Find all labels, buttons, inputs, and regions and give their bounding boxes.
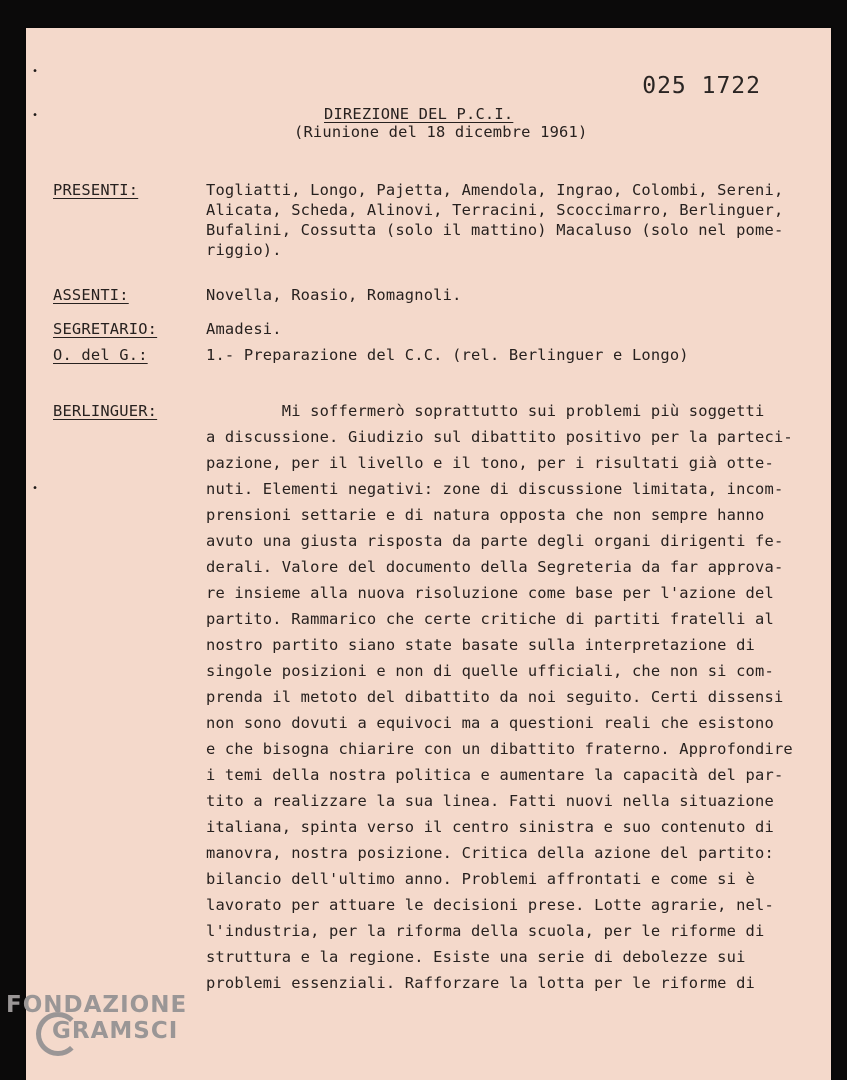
speech-line: manovra, nostra posizione. Critica della azione del partito: bbox=[206, 844, 774, 862]
watermark-line: FONDAZIONE bbox=[6, 992, 188, 1018]
document-title: DIREZIONE DEL P.C.I. bbox=[324, 105, 514, 123]
document-page bbox=[26, 28, 831, 1080]
speech-line: a discussione. Giudizio sul dibattito positivo per la parteci- bbox=[206, 428, 793, 446]
speech-line: lavorato per attuare le decisioni prese. Lotte agrarie, nel- bbox=[206, 896, 774, 914]
speech-line: singole posizioni e non di quelle ufficiali, che non si com- bbox=[206, 662, 774, 680]
segretario-value: Amadesi. bbox=[206, 320, 282, 338]
speaker-label: BERLINGUER: bbox=[53, 402, 158, 420]
speech-line: bilancio dell'ultimo anno. Problemi affrontati e come si è bbox=[206, 870, 756, 888]
speech-line: italiana, spinta verso il centro sinistra e suo contenuto di bbox=[206, 818, 774, 836]
presenti-label: PRESENTI: bbox=[53, 181, 139, 199]
segretario-label: SEGRETARIO: bbox=[53, 320, 158, 338]
assenti-value: Novella, Roasio, Romagnoli. bbox=[206, 286, 462, 304]
speech-line: re insieme alla nuova risoluzione come base per l'azione del bbox=[206, 584, 774, 602]
fondazione-gramsci-watermark bbox=[6, 992, 216, 1072]
speech-line: e che bisogna chiarire con un dibattito fraterno. Approfondire bbox=[206, 740, 793, 758]
speech-line: prenda il metoto del dibattito da noi seguito. Certi dissensi bbox=[206, 688, 784, 706]
presenti-line: Bufalini, Cossutta (solo il mattino) Macaluso (solo nel pome- bbox=[206, 221, 784, 239]
ordine-del-giorno-label: O. del G.: bbox=[53, 346, 148, 364]
assenti-label: ASSENTI: bbox=[53, 286, 129, 304]
presenti-line: Alicata, Scheda, Alinovi, Terracini, Scoccimarro, Berlinguer, bbox=[206, 201, 784, 219]
document-subtitle: (Riunione del 18 dicembre 1961) bbox=[294, 123, 588, 141]
speech-line: avuto una giusta risposta da parte degli organi dirigenti fe- bbox=[206, 532, 784, 550]
presenti-line: riggio). bbox=[206, 241, 282, 259]
speech-line: prensioni settarie e di natura opposta che non sempre hanno bbox=[206, 506, 765, 524]
archive-number: 025 1722 bbox=[642, 73, 761, 99]
ordine-del-giorno-value: 1.- Preparazione del C.C. (rel. Berlinguer e Longo) bbox=[206, 346, 689, 364]
punch-mark: • bbox=[32, 110, 39, 121]
watermark-line: GRAMSCI bbox=[52, 1018, 179, 1044]
punch-mark: • bbox=[32, 66, 39, 77]
speech-line: i temi della nostra politica e aumentare la capacità del par- bbox=[206, 766, 784, 784]
speech-line: partito. Rammarico che certe critiche di partiti fratelli al bbox=[206, 610, 774, 628]
speech-line: tito a realizzare la sua linea. Fatti nuovi nella situazione bbox=[206, 792, 774, 810]
speech-line: problemi essenziali. Rafforzare la lotta per le riforme di bbox=[206, 974, 756, 992]
speech-line: nostro partito siano state basate sulla interpretazione di bbox=[206, 636, 756, 654]
punch-mark: • bbox=[32, 483, 39, 494]
speech-line: struttura e la regione. Esiste una serie di debolezze sui bbox=[206, 948, 746, 966]
speech-line: nuti. Elementi negativi: zone di discussione limitata, incom- bbox=[206, 480, 784, 498]
speech-line: non sono dovuti a equivoci ma a questioni reali che esistono bbox=[206, 714, 774, 732]
speech-line: Mi soffermerò soprattutto sui problemi più soggetti bbox=[206, 402, 765, 420]
presenti-line: Togliatti, Longo, Pajetta, Amendola, Ingrao, Colombi, Sereni, bbox=[206, 181, 784, 199]
speech-line: derali. Valore del documento della Segreteria da far approva- bbox=[206, 558, 784, 576]
speech-line: pazione, per il livello e il tono, per i risultati già otte- bbox=[206, 454, 774, 472]
speech-line: l'industria, per la riforma della scuola, per le riforme di bbox=[206, 922, 765, 940]
